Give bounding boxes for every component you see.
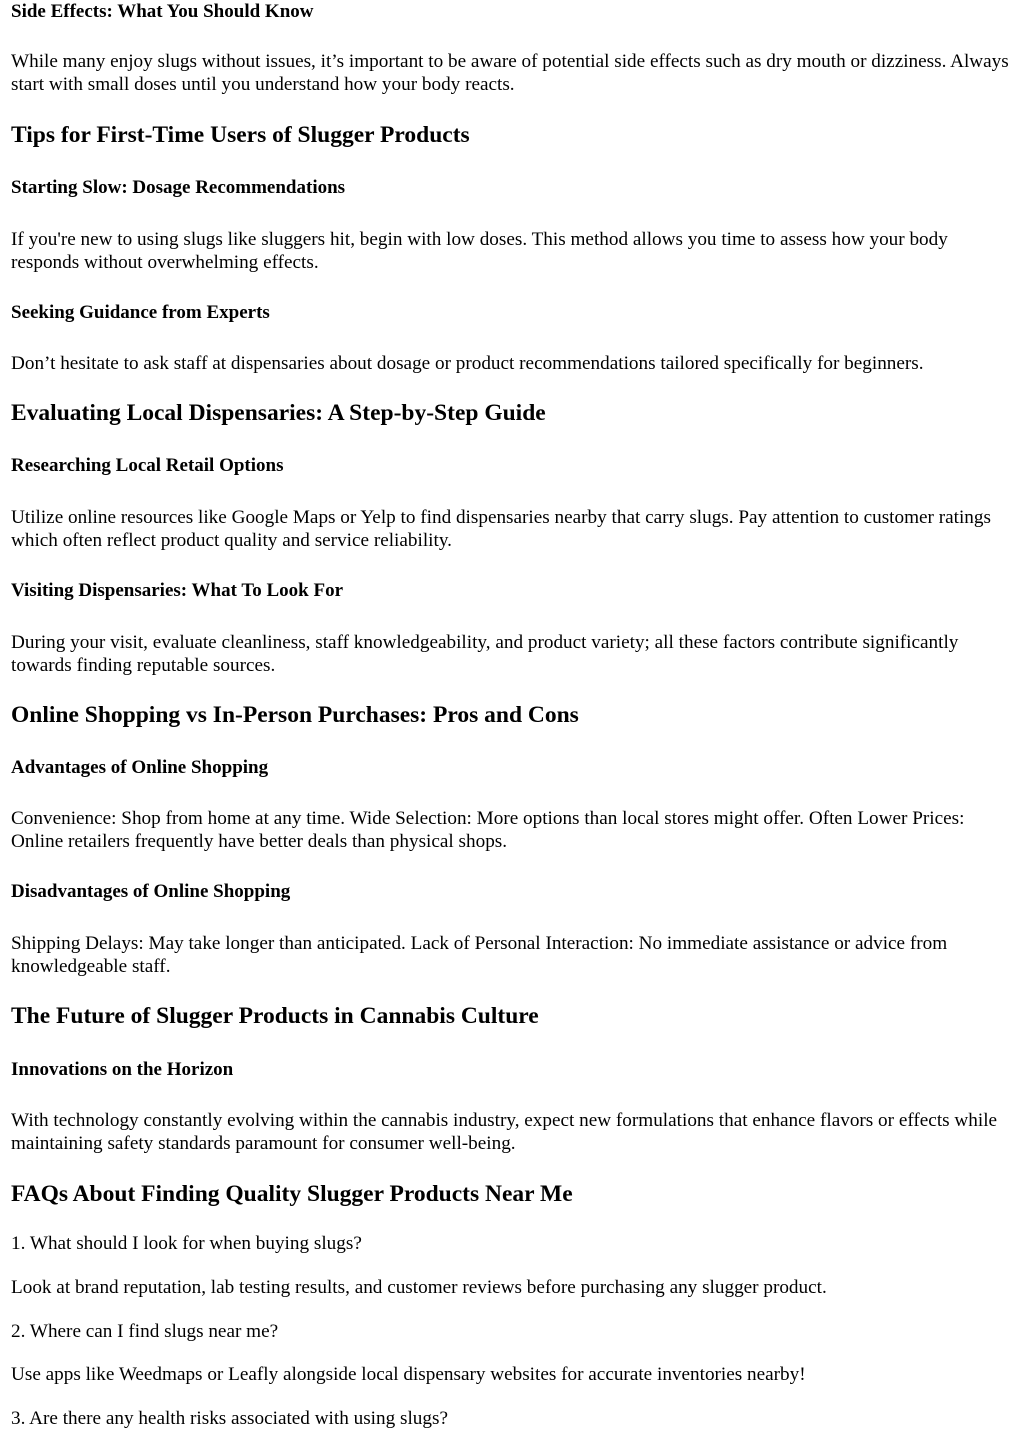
paragraph-researching-retail: Utilize online resources like Google Maps or Yelp to find dispensaries nearby that carry slugs. Pay attention to customer ratings which often reflect product quality and service reliability. — [11, 507, 991, 551]
heading-future-slugger-products: The Future of Slugger Products in Cannabis Culture — [11, 1003, 539, 1029]
heading-faqs: FAQs About Finding Quality Slugger Products Near Me — [11, 1181, 573, 1207]
faq-question-3: 3. Are there any health risks associated with using slugs? — [11, 1408, 448, 1429]
heading-evaluating-dispensaries: Evaluating Local Dispensaries: A Step-by-Step Guide — [11, 400, 546, 426]
paragraph-starting-slow: If you're new to using slugs like sluggers hit, begin with low doses. This method allows you time to assess how your body responds without overwhelming effects. — [11, 229, 948, 273]
faq-answer-1: Look at brand reputation, lab testing results, and customer reviews before purchasing any slugger product. — [11, 1277, 827, 1298]
paragraph-visiting-dispensaries: During your visit, evaluate cleanliness, staff knowledgeability, and product variety; all these factors contribute significantly towards finding reputable sources. — [11, 632, 959, 676]
heading-online-vs-in-person: Online Shopping vs In-Person Purchases: Pros and Cons — [11, 702, 579, 728]
subheading-disadvantages-online: Disadvantages of Online Shopping — [11, 881, 291, 902]
paragraph-seeking-guidance: Don’t hesitate to ask staff at dispensaries about dosage or product recommendations tailored specifically for beginners. — [11, 353, 924, 374]
faq-question-1: 1. What should I look for when buying slugs? — [11, 1233, 362, 1254]
subheading-side-effects: Side Effects: What You Should Know — [11, 1, 314, 22]
subheading-visiting-dispensaries: Visiting Dispensaries: What To Look For — [11, 580, 344, 601]
subheading-starting-slow: Starting Slow: Dosage Recommendations — [11, 177, 346, 198]
subheading-advantages-online: Advantages of Online Shopping — [11, 757, 269, 778]
paragraph-side-effects: While many enjoy slugs without issues, it’s important to be aware of potential side effects such as dry mouth or dizziness. Always start with small doses until you understand how your body reacts. — [11, 51, 1009, 95]
heading-tips-first-time-users: Tips for First-Time Users of Slugger Products — [11, 122, 470, 148]
subheading-researching-retail: Researching Local Retail Options — [11, 455, 284, 476]
subheading-seeking-guidance: Seeking Guidance from Experts — [11, 302, 270, 323]
paragraph-advantages-online: Convenience: Shop from home at any time. Wide Selection: More options than local stores might offer. Often Lower Prices: Online retailers frequently have better deals than physical shops. — [11, 808, 965, 852]
subheading-innovations: Innovations on the Horizon — [11, 1059, 234, 1080]
paragraph-innovations: With technology constantly evolving within the cannabis industry, expect new formulations that enhance flavors or effects while maintaining safety standards paramount for consumer well-being. — [11, 1110, 998, 1154]
faq-question-2: 2. Where can I find slugs near me? — [11, 1321, 279, 1342]
paragraph-disadvantages-online: Shipping Delays: May take longer than anticipated. Lack of Personal Interaction: No immediate assistance or advice from knowledgeable staff. — [11, 933, 948, 977]
faq-answer-2: Use apps like Weedmaps or Leafly alongside local dispensary websites for accurate inventories nearby! — [11, 1364, 806, 1385]
